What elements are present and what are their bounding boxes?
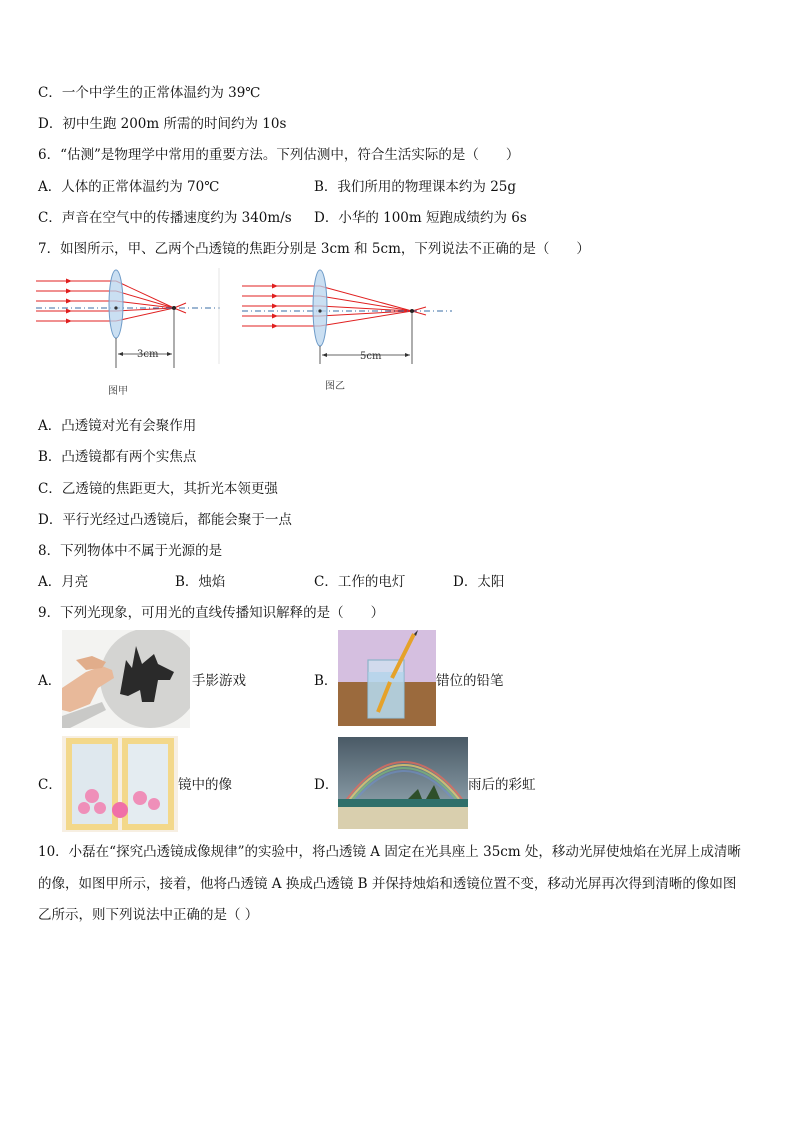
q10-stem-line-1: 10．小磊在“探究凸透镜成像规律”的实验中，将凸透镜 A 固定在光具座上 35cm 处，移动光屏使烛焰在光屏上成清晰	[38, 844, 741, 860]
q9-option-b-letter: B．	[314, 673, 338, 689]
q7-stem: 7．如图所示，甲、乙两个凸透镜的焦距分别是 3cm 和 5cm，下列说法不正确的是（ ）	[38, 241, 590, 257]
q9-option-a-text: 手影游戏	[192, 673, 246, 689]
q5-option-d: D．初中生跑 200m 所需的时间约为 10s	[38, 116, 287, 132]
q8-option-b: B．烛焰	[175, 574, 226, 590]
lens-figure-b	[242, 268, 454, 368]
q10-stem-line-2: 的像，如图甲所示，接着，他将凸透镜 A 换成凸透镜 B 并保持烛焰和透镜位置不变，移动光屏再次得到清晰的像如图	[38, 876, 737, 892]
q9-stem: 9．下列光现象，可用光的直线传播知识解释的是（ ）	[38, 605, 385, 621]
lens-figure-b-caption: 图乙	[325, 381, 345, 392]
q8-stem: 8．下列物体中不属于光源的是	[38, 543, 223, 559]
q7-option-d: D．平行光经过凸透镜后，都能会聚于一点	[38, 512, 292, 528]
q8-option-a: A．月亮	[38, 574, 89, 590]
q9-option-a-letter: A．	[38, 673, 62, 689]
q7-option-b: B．凸透镜都有两个实焦点	[38, 449, 197, 465]
q9-option-d-letter: D．	[314, 777, 339, 793]
q8-option-d: D．太阳	[453, 574, 505, 590]
q6-option-d: D．小华的 100m 短跑成绩约为 6s	[314, 210, 527, 226]
q9-option-c-text: 镜中的像	[178, 777, 232, 793]
q6-stem: 6．“估测”是物理学中常用的重要方法。下列估测中，符合生活实际的是（ ）	[38, 147, 520, 163]
q9-option-b-text: 错位的铅笔	[436, 673, 504, 689]
q8-option-c: C．工作的电灯	[314, 574, 406, 590]
pencil-in-glass-image	[338, 630, 436, 726]
rainbow-photo	[338, 737, 468, 829]
lens-figure-a	[36, 268, 226, 372]
q9-option-d-text: 雨后的彩虹	[468, 777, 536, 793]
q7-option-a: A．凸透镜对光有会聚作用	[38, 418, 197, 434]
q7-option-c: C．乙透镜的焦距更大，其折光本领更强	[38, 481, 278, 497]
lens-figure-b-dimension: 5cm	[360, 351, 382, 362]
lens-figure-a-dimension: 3cm	[137, 349, 159, 360]
q6-option-a: A．人体的正常体温约为 70℃	[38, 179, 220, 195]
q9-option-c-letter: C．	[38, 777, 62, 793]
q6-option-b: B．我们所用的物理课本约为 25g	[314, 179, 517, 195]
q5-option-c: C．一个中学生的正常体温约为 39℃	[38, 85, 261, 101]
q10-stem-line-3: 乙所示，则下列说法中正确的是（ ）	[38, 907, 259, 923]
mirror-image-photo	[62, 736, 178, 832]
lens-figure-a-caption: 图甲	[108, 386, 128, 397]
hand-shadow-image	[62, 630, 190, 728]
q6-option-c: C．声音在空气中的传播速度约为 340m/s	[38, 210, 292, 226]
